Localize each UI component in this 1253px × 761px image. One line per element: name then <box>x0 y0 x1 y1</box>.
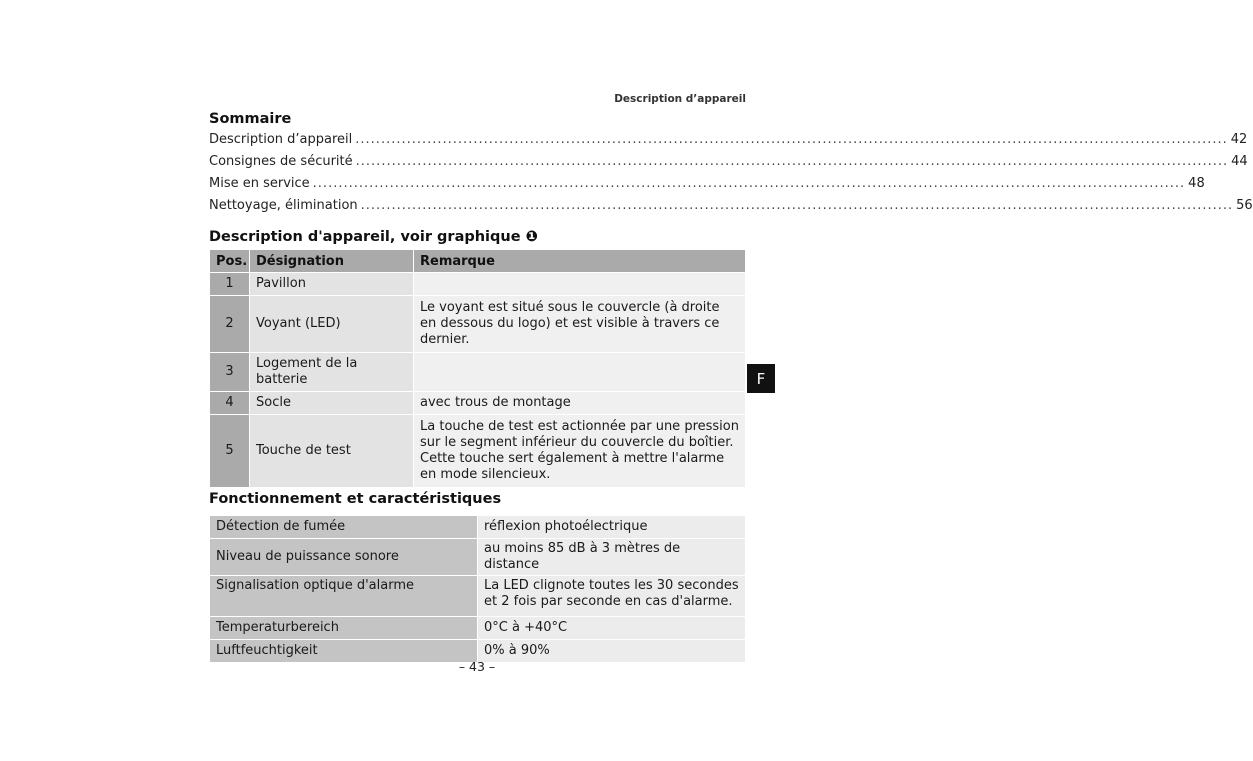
summary-heading: Sommaire <box>209 111 292 127</box>
cell-value: La LED clignote toutes les 30 secondes et 2 fois par seconde en cas d'alarme. <box>478 576 746 617</box>
cell-designation: Voyant (LED) <box>250 296 414 353</box>
cell-pos: 2 <box>210 296 250 353</box>
table-row <box>210 516 746 539</box>
cell-remark <box>414 353 746 392</box>
cell-property: Signalisation optique d'alarme <box>210 576 478 617</box>
column-header-designation: Désignation <box>250 250 414 273</box>
toc-entry-page: 56 <box>1236 198 1253 213</box>
table-row <box>210 576 746 617</box>
running-head: Description d’appareil <box>614 93 746 105</box>
cell-value: au moins 85 dB à 3 mètres de distance <box>478 539 746 576</box>
cell-property: Détection de fumée <box>210 516 478 539</box>
table-row <box>210 415 746 488</box>
toc-entry-title: Mise en service <box>209 176 310 191</box>
toc-dot-leader: .......................................................................................................................................................................... <box>312 176 1186 191</box>
table-row <box>210 392 746 415</box>
cell-pos: 5 <box>210 415 250 488</box>
features-heading: Fonctionnement et caractéristiques <box>209 491 502 507</box>
column-header-remark: Remarque <box>414 250 746 273</box>
toc-entry[interactable] <box>209 176 1205 198</box>
toc-entry-title: Nettoyage, élimination <box>209 198 358 213</box>
cell-property: Temperaturbereich <box>210 617 478 640</box>
language-tab: F <box>747 364 775 393</box>
table-row <box>210 617 746 640</box>
toc-entry-title: Description d’appareil <box>209 132 353 147</box>
cell-remark: Le voyant est situé sous le couvercle (à droite en dessous du logo) et est visible à travers ce dernier. <box>414 296 746 353</box>
cell-pos: 1 <box>210 273 250 296</box>
cell-property: Luftfeuchtigkeit <box>210 640 478 663</box>
cell-pos: 4 <box>210 392 250 415</box>
toc-dot-leader: .......................................................................................................................................................................... <box>360 198 1234 213</box>
cell-designation: Socle <box>250 392 414 415</box>
cell-value: 0°C à +40°C <box>478 617 746 640</box>
device-parts-table <box>209 249 746 488</box>
toc-entry-page: 48 <box>1188 176 1205 191</box>
table-header-row <box>210 250 746 273</box>
table-row <box>210 539 746 576</box>
toc-entry[interactable] <box>209 132 1248 154</box>
cell-pos: 3 <box>210 353 250 392</box>
cell-designation: Touche de test <box>250 415 414 488</box>
table-of-contents <box>209 132 1253 220</box>
toc-dot-leader: .......................................................................................................................................................................... <box>355 132 1228 147</box>
toc-entry-page: 44 <box>1231 154 1248 169</box>
device-description-heading: Description d'appareil, voir graphique ❶ <box>209 229 538 245</box>
table-row <box>210 353 746 392</box>
features-table <box>209 515 746 663</box>
table-row <box>210 296 746 353</box>
cell-designation: Logement de la batterie <box>250 353 414 392</box>
cell-value: réflexion photoélectrique <box>478 516 746 539</box>
page-number: – 43 – <box>458 659 496 674</box>
toc-dot-leader: .......................................................................................................................................................................... <box>355 154 1229 169</box>
toc-entry-page: 42 <box>1230 132 1248 147</box>
toc-entry[interactable] <box>209 198 1253 220</box>
table-row <box>210 273 746 296</box>
toc-entry[interactable] <box>209 154 1248 176</box>
cell-property: Niveau de puissance sonore <box>210 539 478 576</box>
cell-value: 0% à 90% <box>478 640 746 663</box>
cell-remark: avec trous de montage <box>414 392 746 415</box>
column-header-pos: Pos. <box>210 250 250 273</box>
cell-remark <box>414 273 746 296</box>
toc-entry-title: Consignes de sécurité <box>209 154 353 169</box>
cell-designation: Pavillon <box>250 273 414 296</box>
cell-remark: La touche de test est actionnée par une pression sur le segment inférieur du couvercle du boîtier. Cette touche sert également à mettre l'alarme en mode silencieux. <box>414 415 746 488</box>
